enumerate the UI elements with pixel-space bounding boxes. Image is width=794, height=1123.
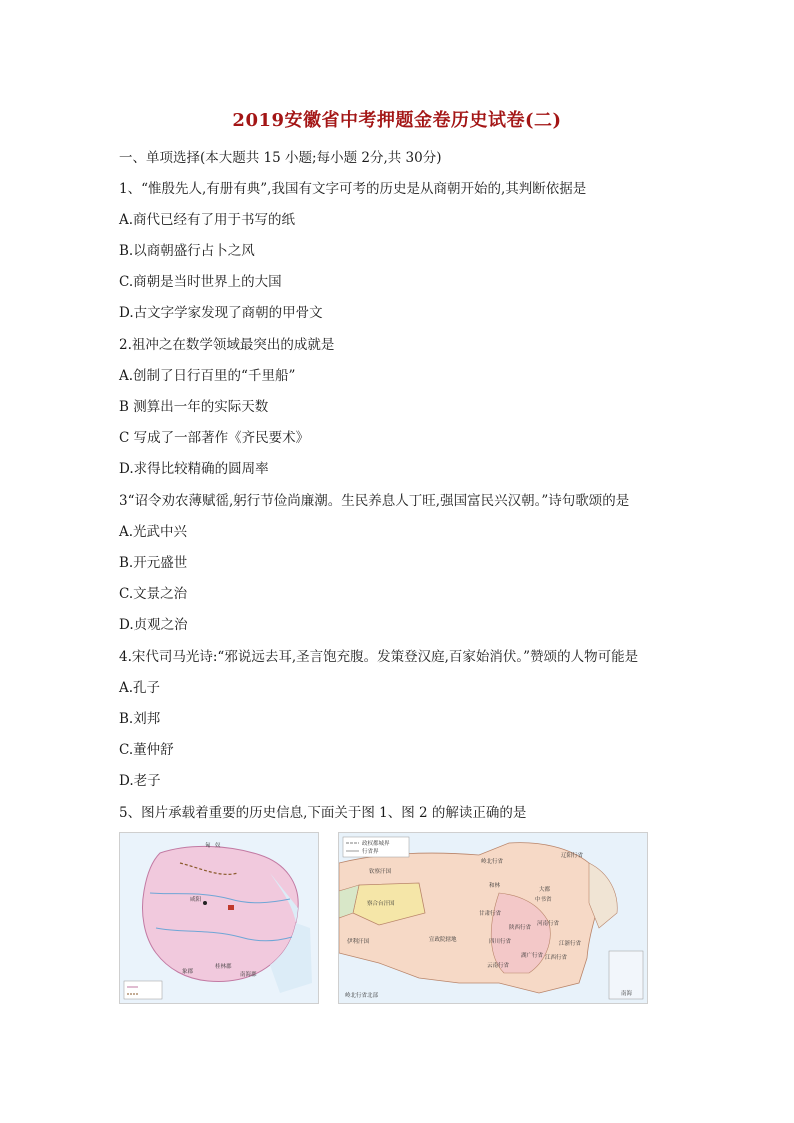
map1-label-guilin: 桂林郡 [215,964,232,970]
question-2-option-b: B 测算出一年的实际天数 [119,399,269,415]
question-4-option-d: D.老子 [119,773,161,789]
map2-label-yunnan: 云南行省 [487,963,510,969]
map2-label-chagatai: 察合台汗国 [367,901,395,907]
question-3-option-c: C.文景之治 [119,586,188,602]
question-1-option-c: C.商朝是当时世界上的大国 [119,274,282,290]
map2-label-ilkhanate: 伊利汗国 [347,939,370,945]
map1-label-xiong: 匈 [205,843,211,849]
map2-label-helin: 和林 [489,883,501,889]
question-2-option-a: A.创制了日行百里的“千里船” [119,368,296,384]
question-3-option-a: A.光武中兴 [119,524,188,540]
map2-label-gansu: 甘肃行省 [479,911,502,917]
section-heading: 一、单项选择(本大题共 15 小题;每小题 2分,共 30分) [119,150,442,166]
map2-legend-province: 行省界 [362,849,379,855]
map1-label-nanhai: 南海郡 [240,972,257,978]
question-1-option-a: A.商代已经有了用于书写的纸 [119,212,296,228]
question-1-stem: 1、“惟殷先人,有册有典”,我国有文字可考的历史是从商朝开始的,其判断依据是 [119,181,587,197]
map2-label-xuanzheng: 宣政院辖地 [429,937,457,943]
map2-label-nanhai: 南海 [621,991,633,997]
question-4-stem: 4.宋代司马光诗:“邪说远去耳,圣言饱充腹。发策登汉庭,百家始消伏。”赞颂的人物可能是 [119,649,639,665]
map2-label-dadu: 大都 [539,887,551,893]
map2-label-shaanxi: 陕西行省 [509,925,532,931]
map2-label-qincha: 钦察汗国 [369,869,392,875]
map2-label-huguang: 湖广行省 [521,953,544,959]
figure-1-qin-map [119,832,319,1004]
question-2-option-c: C 写成了一部著作《齐民要术》 [119,430,310,446]
question-3-stem: 3“诏令劝农薄赋徭,躬行节俭尚廉潮。生民养息人丁旺,强国富民兴汉朝。”诗句歌颂的是 [119,493,630,509]
map2-label-liaoyang: 辽阳行省 [561,853,584,859]
map2-label-jiangzhe: 江浙行省 [559,941,582,947]
page-title: 2019安徽省中考押题金卷历史试卷(二) [232,110,562,131]
map2-legend-border: 政权都城界 [362,841,390,847]
map2-label-zhongshu: 中书省 [535,897,552,903]
figure-2-yuan-map [338,832,648,1004]
question-2-stem: 2.祖冲之在数学领域最突出的成就是 [119,337,335,353]
question-1-option-d: D.古文字学家发现了商朝的甲骨文 [119,305,323,321]
map2-label-jiangxi: 江西行省 [545,955,568,961]
question-3-option-b: B.开元盛世 [119,555,188,571]
map2-label-sichuan: 四川行省 [489,939,512,945]
question-2-option-d: D.求得比较精确的圆周率 [119,461,269,477]
map1-label-xiang: 象郡 [182,969,194,975]
question-5-stem: 5、图片承载着重要的历史信息,下面关于图 1、图 2 的解读正确的是 [119,805,527,821]
question-4-option-b: B.刘邦 [119,711,161,727]
question-1-option-b: B.以商朝盛行占卜之风 [119,243,255,259]
map1-label-nu: 奴 [215,843,221,849]
map1-label-xianyang: 咸阳 [190,897,202,903]
map2-label-lingbei-north: 岭北行省北部 [345,993,379,999]
map2-label-henan: 河南行省 [537,921,560,927]
question-3-option-d: D.贞观之治 [119,617,188,633]
map2-label-lingbei: 岭北行省 [481,859,504,865]
question-4-option-a: A.孔子 [119,680,161,696]
question-4-option-c: C.董仲舒 [119,742,174,758]
